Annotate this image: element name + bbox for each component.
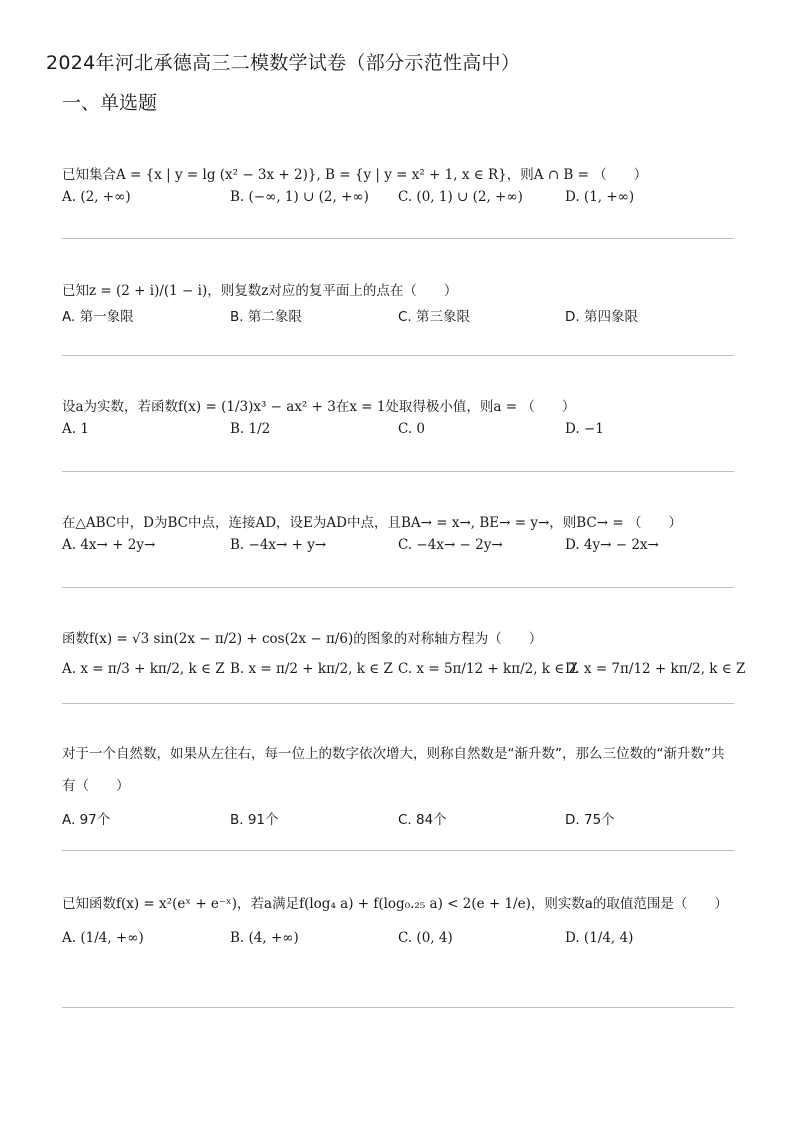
question-7 <box>62 888 734 954</box>
question-2 <box>62 281 734 329</box>
options-row <box>62 537 734 561</box>
option-d[interactable]: D. (1, +∞) <box>565 189 635 205</box>
divider <box>62 850 734 851</box>
question-stem: 已知集合A = {x | y = lg (x² − 3x + 2)}, B = {y | y = x² + 1, x ∈ R}，则A ∩ B = （ ） <box>62 167 648 183</box>
divider <box>62 471 734 472</box>
option-d[interactable]: D. 第四象限 <box>565 309 638 325</box>
option-b[interactable]: B. 第二象限 <box>230 309 302 325</box>
option-c[interactable]: C. −4x→ − 2y→ <box>398 537 503 553</box>
options-row <box>62 661 746 685</box>
document-title: 2024年河北承德高三二模数学试卷（部分示范性高中） <box>46 52 521 74</box>
section-heading: 一、单选题 <box>62 92 158 114</box>
options-row <box>62 305 734 329</box>
divider <box>62 355 734 356</box>
question-3 <box>62 397 734 445</box>
option-a[interactable]: A. 第一象限 <box>62 309 134 325</box>
divider <box>62 238 734 239</box>
option-b[interactable]: B. 91个 <box>230 812 279 828</box>
question-4 <box>62 513 734 561</box>
option-d[interactable]: D. 75个 <box>565 812 615 828</box>
question-stem: 已知z = (2 + i)/(1 − i)，则复数z对应的复平面上的点在（ ） <box>62 283 458 299</box>
divider <box>62 703 734 704</box>
option-d[interactable]: D. x = 7π/12 + kπ/2, k ∈ Z <box>565 661 746 677</box>
option-a[interactable]: A. x = π/3 + kπ/2, k ∈ Z <box>62 661 225 677</box>
option-c[interactable]: C. x = 5π/12 + kπ/2, k ∈ Z <box>398 661 578 677</box>
option-c[interactable]: C. 第三象限 <box>398 309 471 325</box>
option-b[interactable]: B. (4, +∞) <box>230 930 299 946</box>
option-c[interactable]: C. (0, 1) ∪ (2, +∞) <box>398 189 523 205</box>
option-d[interactable]: D. (1/4, 4) <box>565 930 634 946</box>
options-row <box>62 930 734 954</box>
option-b[interactable]: B. (−∞, 1) ∪ (2, +∞) <box>230 189 369 205</box>
option-b[interactable]: B. −4x→ + y→ <box>230 537 327 553</box>
options-row <box>62 189 734 213</box>
option-a[interactable]: A. (2, +∞) <box>62 189 131 205</box>
option-a[interactable]: A. (1/4, +∞) <box>62 930 144 946</box>
divider <box>62 587 734 588</box>
question-stem: 在△ABC中，D为BC中点，连接AD，设E为AD中点，且BA→ = x→, BE→ = y→，则BC→ = （ ） <box>62 515 682 531</box>
option-a[interactable]: A. 4x→ + 2y→ <box>62 537 156 553</box>
question-5 <box>62 629 746 685</box>
option-d[interactable]: D. −1 <box>565 421 604 437</box>
option-c[interactable]: C. 0 <box>398 421 426 437</box>
question-stem: 函数f(x) = √3 sin(2x − π/2) + cos(2x − π/6)的图象的对称轴方程为（ ） <box>62 631 543 647</box>
question-stem: 设a为实数，若函数f(x) = (1/3)x³ − ax² + 3在x = 1处取得极小值，则a = （ ） <box>62 399 576 415</box>
option-b[interactable]: B. x = π/2 + kπ/2, k ∈ Z <box>230 661 393 677</box>
option-a[interactable]: A. 97个 <box>62 812 111 828</box>
question-6 <box>62 738 734 832</box>
option-d[interactable]: D. 4y→ − 2x→ <box>565 537 659 553</box>
question-1 <box>62 165 734 213</box>
option-b[interactable]: B. 1/2 <box>230 421 271 437</box>
options-row <box>62 808 734 832</box>
option-c[interactable]: C. (0, 4) <box>398 930 453 946</box>
divider <box>62 1007 734 1008</box>
question-stem: 已知函数f(x) = x²(eˣ + e⁻ˣ)，若a满足f(log₄ a) + f(log₀.₂₅ a) < 2(e + 1/e)，则实数a的取值范围是（ ） <box>62 896 728 912</box>
option-c[interactable]: C. 84个 <box>398 812 447 828</box>
option-a[interactable]: A. 1 <box>62 421 89 437</box>
question-stem: 对于一个自然数，如果从左往右，每一位上的数字依次增大，则称自然数是“渐升数”，那么三位数的“渐升数”共有（ ） <box>62 746 725 794</box>
options-row <box>62 421 734 445</box>
